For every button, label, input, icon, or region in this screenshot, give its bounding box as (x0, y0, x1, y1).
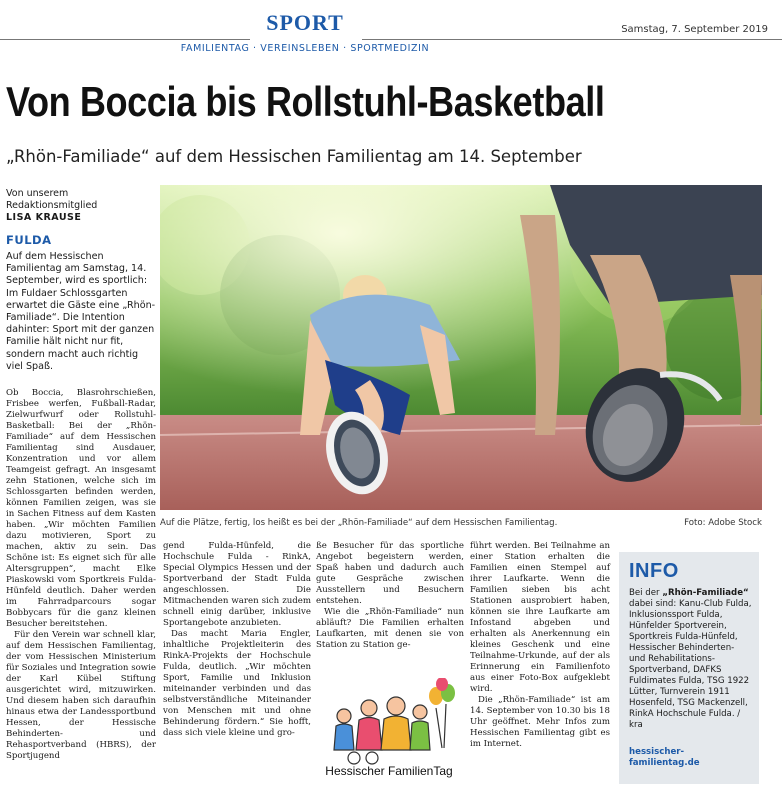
body-column-1 (6, 388, 156, 762)
body-column-2 (163, 541, 311, 739)
section-title: SPORT (266, 10, 344, 35)
body-paragraph: ße Besucher für das sportliche Angebot begeistern werden, Spaß haben und dadurch auch gute Gespräche zwischen Ausstellern und Besuchern entstehen. (316, 541, 464, 606)
family-figures-icon (314, 678, 464, 768)
body-paragraph: führt werden. Bei Teilnahme an einer Station erhalten die Familien einen Stempel auf ihrer Laufkarte. Wenn die Familien sieben bis acht Stationen ausprobiert haben, können sie ihre Laufkarte am Infostand abgeben und erhalten als Anerkennung ein kleines Geschenk und eine Teilnahme-Urkunde, auf der als Erinnerung ein Familienfoto aus einer Foto-Box aufgeklebt wird. (470, 541, 610, 694)
section-subtitle: FAMILIENTAG · VEREINSLEBEN · SPORTMEDIZIN (180, 43, 430, 54)
author-name: LISA KRAUSE (6, 212, 82, 223)
subheadline: „Rhön-Familiade“ auf dem Hessischen Familientag am 14. September (6, 147, 582, 166)
info-text (629, 588, 753, 731)
body-paragraph: Wie die „Rhön-Familiade“ nun abläuft? Die Familien erhalten Laufkarten, mit denen sie von Station zu Station ge- (316, 607, 464, 650)
body-paragraph: Ob Boccia, Blasrohrschießen, Frisbee werfen, Fußball-Radar, Zielwurfwurf oder Rollstuhl-Basketball: Bei der „Rhön-Familiade“ auf dem Hessischen Familientag sind Ausdauer, Konzentration und vor allem Teamgeist gefragt. An insgesamt zehn Stationen, welche sich im Schlossgarten befinden werden, können Familien zeigen, was sie in Sachen Fitness auf dem Kasten haben. „Wir möchten Familien dazu motivieren, Sport zu machen, aktiv zu sein. Das Schöne ist: Es eignet sich für alle Altersgruppen“, macht Elke Piaskowski vom Sportkreis Fulda-Hünfeld deutlich. Daher werden im Fahrradparcours sogar Bobbycars für die ganz kleinen Besucher bereitstehen. (6, 388, 156, 629)
article-photo (160, 185, 762, 510)
body-column-4 (470, 541, 610, 750)
dateline-location: FULDA (6, 233, 52, 247)
info-intro: Bei der (629, 588, 663, 598)
header-rule-right (362, 39, 782, 40)
issue-date: Samstag, 7. September 2019 (621, 24, 768, 35)
photo-credit: Foto: Adobe Stock (684, 518, 762, 528)
info-website-link[interactable]: hessischer-familientag.de (629, 747, 700, 768)
photo-caption: Auf die Plätze, fertig, los heißt es bei der „Rhön-Familiade“ auf dem Hessischen Familientag. (160, 518, 558, 528)
info-body: dabei sind: Kanu-Club Fulda, Inklusionssport Fulda, Hünfelder Sportverein, Sportkreis Fulda-Hünfeld, Hessischer Behinderten- und Rehabilitations-Sportverband, DAFKS Fuldimates Fulda, TSG 1922 Lütter, Turnverein 1911 Hosenfeld, TSG Mackenzell, RinkA Hochschule Fulda. / kra (629, 599, 752, 730)
body-paragraph: Für den Verein war schnell klar, auf dem Hessischen Familientag, der vom Hessischen Ministerium für Soziales und Integration sowie der Karl Kübel Stiftung ausgerichtet wird, mitzuwirken. Und diesem haben sich daraufhin hinaus etwa der Landessportbund Hessen, der Hessische Behinderten- und Rehasportverband (HBRS), der Sportjugend (6, 630, 156, 761)
header-rule-left (0, 39, 250, 40)
info-title: INFO (629, 560, 679, 582)
body-paragraph: Die „Rhön-Familiade“ ist am 14. September von 10.30 bis 18 Uhr geöffnet. Mehr Infos zum Hessischen Familientag gibt es im Internet. (470, 695, 610, 749)
info-highlight: „Rhön-Familiade“ (662, 588, 749, 598)
photo-illustration (160, 185, 762, 510)
body-paragraph: Das macht Maria Engler, inhaltliche Projektleiterin des RinkA-Projekts der Hochschule Fulda, deutlich. „Wir möchten Sport, Familie und Inklusion miteinander verbinden und das selbstverständliche Miteinander von Menschen mit und ohne Behinderung fördern.“ Sie hofft, dass sich viele kleine und gro- (163, 629, 311, 738)
headline: Von Boccia bis Rollstuhl-Basketball (6, 78, 605, 125)
lead-paragraph: Auf dem Hessischen Familientag am Samstag, 14. September, wird es sportlich: Im Fuldaer Schlossgarten erwartet die Gäste eine „Rhön-Familiade“. Die Intention dahinter: Sport mit der ganzen Familie hält nicht nur fit, sondern macht auch richtig viel Spaß. (6, 251, 156, 372)
byline: Von unserem Redaktionsmitglied (6, 188, 98, 211)
logo-text: Hessischer FamilienTag (325, 764, 453, 778)
body-column-3 (316, 541, 464, 651)
body-paragraph: gend Fulda-Hünfeld, die Hochschule Fulda - RinkA, Special Olympics Hessen und der Sportverband der Stadt Fulda angeschlossen. Die Mitmachenden waren sich zudem schnell einig darüber, inklusive Sportangebote anzubieten. (163, 541, 311, 628)
